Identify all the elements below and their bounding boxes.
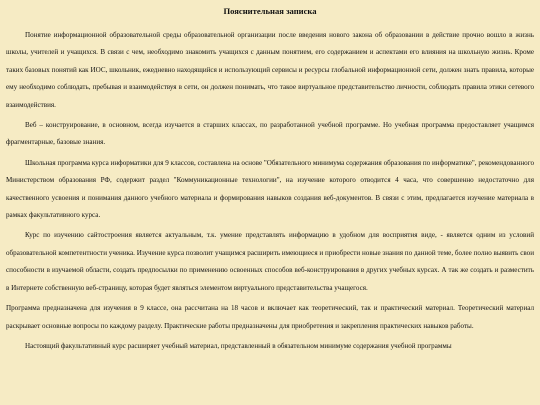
paragraph-school-program: Школьная программа курса информатики для 9 классов, составлена на основе "Обязательного минимума содержания образования по информатике", рекомендованного Министерством образования РФ, содержит раздел "Коммуникационные технологии", на изучение которого отводится 4 часа, что совершенно недостаточно для качественного усвоения и понимания данного учебного материала и формирования навыков создания веб-документов. В связи с этим, предлагается изучение материала в рамках факультативного курса. [6,158,534,220]
paragraph-ios: Понятие информационной образовательной среды образовательной организации после введения нового закона об образовании в действие прочно вошло в жизнь школы, учителей и учащихся. В связи с чем, необходимо знакомить учащихся с данным понятием, его содержанием и аспектами его влияния на школьную жизнь. Кроме таких базовых понятий как ИОС, школьник, ежедневно находящийся и использующий сервисы и ресурсы глобальной информационной сети, должен знать правила, которые ему необходимо соблюдать, пребывая и взаимодействуя в сети, он должен понимать, что такое виртуальное представительство личности, соблюдать правила этики сетевого взаимодействия. [6,31,534,109]
document-title: Пояснительная записка [223,6,317,16]
paragraph-program-hours: Программа предназначена для изучения в 9 классе, она рассчитана на 18 часов и включает как теоретический, так и практический материал. Теоретический материал раскрывает основные вопросы по каждому разделу. Практические работы предназначены для приобретения и закрепления практических навыков работы. [6,304,534,330]
paragraph-web-construction: Веб – конструирование, в основном, всегда изучается в старших классах, по разработанной учебной программе. Но учебная программа предоставляет учащимся фрагментарные, базовые знания. [6,121,534,147]
paragraph-course-relevance: Курс по изучению сайтостроения является актуальным, т.к. умение представлять информацию в удобном для восприятия виде, - является одним из условий образовательной компетентности ученика. Изучение курса позволит учащимся расширить имеющиеся и приобрести новые знания по данной теме, более полно выявить свои способности в изучаемой области, создать предпосылки по применению освоенных способов веб-конструирования в других учебных курсах. А так же создать и разместить в Интернете собственную веб-страницу, которая будет являться элементом виртуального представительства учащегося. [6,231,534,292]
paragraph-elective-course: Настоящий факультативный курс расширяет учебный материал, представленный в обязательном минимуме содержания учебной программы [25,341,452,350]
